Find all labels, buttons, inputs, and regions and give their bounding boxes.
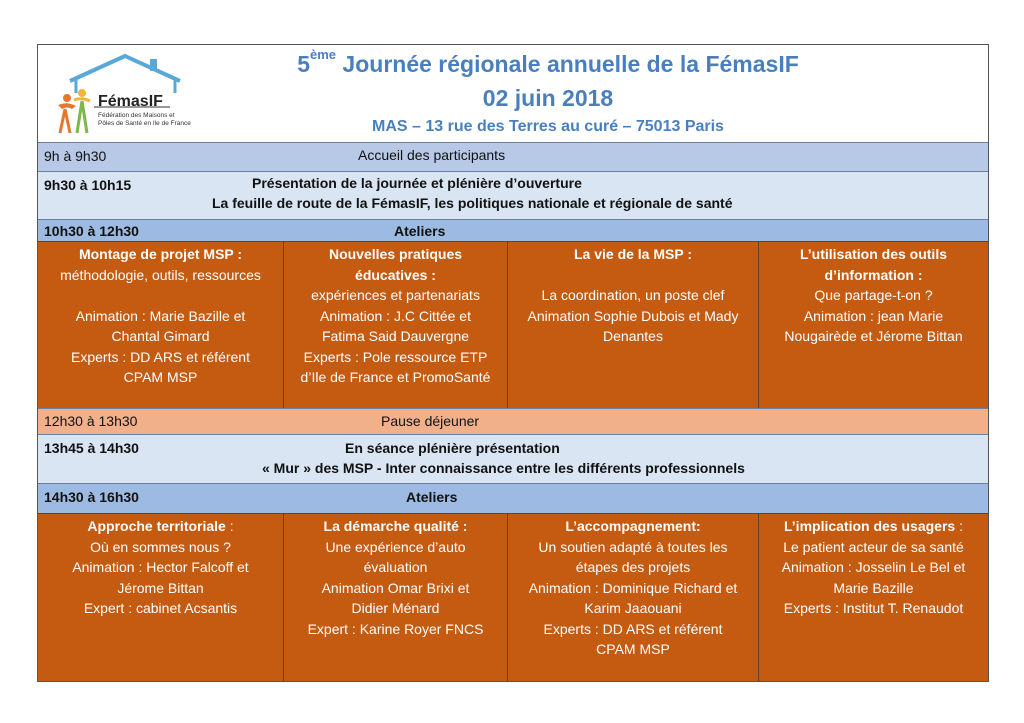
label-ateliers-1: Ateliers: [394, 223, 446, 239]
workshop-title: [38, 516, 283, 537]
workshops-2: [38, 513, 988, 681]
workshop-line: Karim Jaaouani: [584, 600, 682, 616]
workshop-line: La coordination, un poste clef: [541, 287, 725, 303]
header: [38, 45, 988, 142]
seance-line2: « Mur » des MSP - Inter connaissance entre les différents professionnels: [262, 460, 745, 476]
title-main: Journée régionale annuelle de la FémasIF: [336, 51, 799, 77]
label-pause: Pause déjeuner: [381, 413, 480, 429]
workshop-line: Didier Ménard: [351, 600, 440, 616]
workshop-line: Animation : Dominique Richard et: [528, 579, 738, 596]
workshop-outils-information: [759, 242, 988, 408]
page-title: [198, 47, 898, 78]
workshop-line: évaluation: [363, 559, 428, 575]
workshop-line: Un soutien adapté à toutes les: [538, 538, 728, 555]
logo-subtitle-line1: Fédération des Maisons et: [98, 112, 175, 119]
workshop-title: La vie de la MSP :: [573, 246, 692, 262]
workshop-demarche-qualite: [284, 514, 508, 681]
workshop-line: Animation Sophie Dubois et Mady: [527, 307, 739, 324]
workshop-title-text: Approche territoriale: [87, 518, 226, 534]
workshop-implication-usagers: [759, 514, 988, 681]
workshop-nouvelles-pratiques: [284, 242, 508, 408]
workshop-accompagnement: [508, 514, 759, 681]
workshop-line: CPAM MSP: [596, 641, 670, 657]
time-pleniere: 9h30 à 10h15: [44, 177, 132, 193]
logo-subtitle-line2: Pôles de Santé en Ile de France: [98, 120, 191, 127]
workshop-line: Le patient acteur de sa santé: [783, 538, 964, 555]
workshop-line: Expert : Karine Royer FNCS: [307, 620, 484, 637]
workshop-montage-projet: [38, 242, 284, 408]
row-pleniere: [38, 171, 988, 219]
workshop-title-line: Nouvelles pratiques: [328, 246, 463, 262]
workshop-title-line: d’information :: [824, 266, 923, 283]
workshop-line: Expert : cabinet Acsantis: [83, 600, 238, 616]
workshop-title-line: L’utilisation des outils: [799, 246, 947, 262]
workshop-line: Animation : Josselin Le Bel et: [781, 559, 966, 575]
time-pause: 12h30 à 13h30: [44, 413, 138, 429]
time-ateliers-1: 10h30 à 12h30: [44, 223, 139, 239]
workshop-line: Animation : Hector Falcoff et: [72, 559, 249, 575]
workshop-title: La démarche qualité :: [323, 518, 468, 534]
row-ateliers-2: [38, 483, 988, 513]
workshop-line: d’Ile de France et PromoSanté: [300, 369, 491, 385]
title-prefix: 5: [297, 51, 311, 77]
workshop-line: Une expérience d’auto: [325, 538, 466, 555]
title-sup: ème: [310, 47, 337, 62]
workshop-line: Denantes: [603, 328, 663, 344]
workshop-vie-msp: [508, 242, 759, 408]
pleniere-line2: La feuille de route de la FémasIF, les politiques nationale et régionale de santé: [212, 195, 733, 211]
workshop-line: Animation Omar Brixi et: [321, 579, 470, 596]
workshop-line: Chantal Gimard: [111, 328, 210, 344]
workshop-line: Où en sommes nous ?: [90, 538, 231, 555]
seance-line1: En séance plénière présentation: [345, 440, 560, 456]
workshop-line: Experts : Institut T. Renaudot: [783, 600, 964, 616]
workshop-line: Animation : jean Marie: [803, 307, 944, 324]
workshop-line: Que partage-t-on ?: [814, 287, 933, 303]
workshop-approche-territoriale: [38, 514, 284, 681]
workshop-title-line: éducatives :: [355, 266, 436, 283]
workshop-line: Nougairède et Jérome Bittan: [784, 328, 963, 344]
time-ateliers-2: 14h30 à 16h30: [44, 489, 139, 505]
workshop-title-suffix: :: [955, 518, 963, 534]
event-date: 02 juin 2018: [482, 85, 614, 111]
workshop-line: CPAM MSP: [123, 369, 198, 385]
row-pause: [38, 408, 988, 434]
workshop-line: Experts : DD ARS et référent: [71, 348, 250, 365]
workshop-line: Fatima Said Dauvergne: [321, 328, 470, 344]
workshop-line: Jérome Bittan: [117, 579, 204, 596]
workshop-title: Montage de projet MSP :: [78, 246, 243, 262]
pleniere-line1: Présentation de la journée et plénière d’ouverture: [252, 175, 582, 191]
workshop-line: Experts : DD ARS et référent: [543, 620, 723, 637]
label-accueil: Accueil des participants: [358, 147, 506, 163]
workshop-line: méthodologie, outils, ressources: [60, 266, 261, 283]
workshop-spacer: [38, 285, 283, 306]
workshop-line: Experts : Pole ressource ETP: [303, 348, 488, 365]
workshop-line: Marie Bazille: [833, 579, 914, 596]
workshop-spacer: [508, 265, 758, 286]
workshop-line: Animation : J.C Cittée et: [320, 307, 471, 324]
label-ateliers-2: Ateliers: [406, 489, 458, 505]
event-address: MAS – 13 rue des Terres au curé – 75013 Paris: [372, 118, 724, 135]
workshop-title-suffix: :: [225, 518, 234, 534]
workshop-title: L’accompagnement:: [565, 518, 701, 534]
workshop-line: étapes des projets: [575, 559, 691, 575]
row-ateliers-1: [38, 219, 988, 241]
time-seance: 13h45 à 14h30: [44, 440, 139, 456]
workshops-1: [38, 241, 988, 408]
logo-brand: FémasIF: [98, 93, 163, 110]
row-accueil: [38, 142, 988, 171]
workshop-line: Animation : Marie Bazille et: [75, 307, 246, 324]
row-seance: [38, 434, 988, 483]
workshop-title-text: L’implication des usagers: [784, 518, 956, 534]
time-accueil: 9h à 9h30: [44, 148, 107, 164]
workshop-line: expériences et partenariats: [311, 287, 480, 303]
workshop-title: [759, 516, 988, 537]
